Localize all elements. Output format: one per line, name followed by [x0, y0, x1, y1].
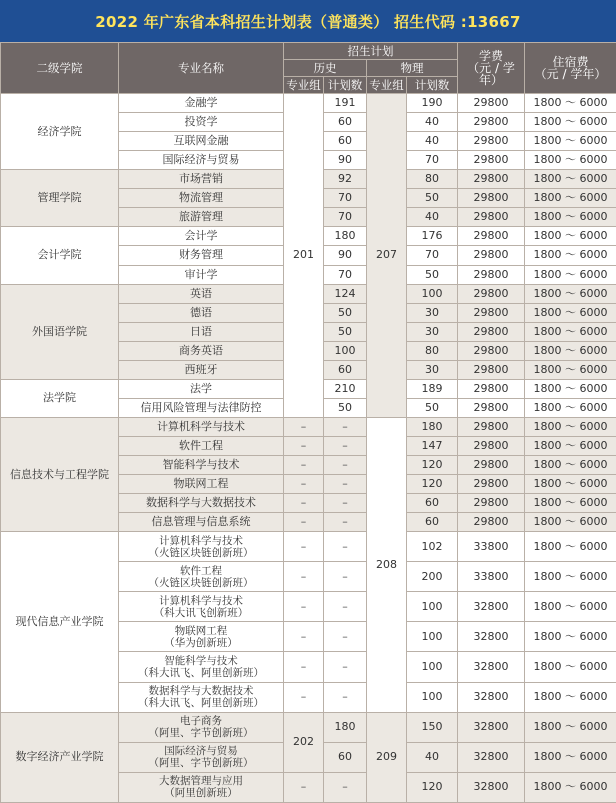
college-cell: 管理学院 — [1, 170, 119, 227]
history-group-cell: – — [284, 455, 324, 474]
college-cell: 现代信息产业学院 — [1, 532, 119, 712]
physics-count-cell: 50 — [407, 189, 458, 208]
physics-count-cell: 80 — [407, 170, 458, 189]
history-count-cell: 60 — [324, 132, 367, 151]
major-cell: 互联网金融 — [119, 132, 284, 151]
major-cell: 数据科学与大数据技术 — [119, 494, 284, 513]
tuition-cell: 29800 — [458, 113, 525, 132]
history-count-cell: – — [324, 682, 367, 712]
dorm-fee-cell: 1800 ～ 6000 — [525, 712, 616, 742]
tuition-header: 学费 （元 / 学年） — [458, 43, 525, 94]
history-count-cell: – — [324, 532, 367, 562]
major-cell: 智能科学与技术 — [119, 455, 284, 474]
history-group-cell: – — [284, 592, 324, 622]
major-class-note: （火链区块链创新班） — [148, 576, 254, 589]
physics-count-cell: 70 — [407, 246, 458, 265]
history-group-cell: – — [284, 494, 324, 513]
tuition-cell: 29800 — [458, 227, 525, 246]
header-row — [1, 43, 616, 60]
physics-count-cell: 180 — [407, 417, 458, 436]
physics-count-cell: 189 — [407, 379, 458, 398]
table-row — [1, 417, 616, 436]
dorm-fee-cell: 1800 ～ 6000 — [525, 189, 616, 208]
major-name: 电子商务 — [180, 715, 222, 728]
history-count-cell: 180 — [324, 712, 367, 742]
physics-count-cell: 30 — [407, 303, 458, 322]
tuition-cell: 29800 — [458, 341, 525, 360]
history-count-cell: – — [324, 513, 367, 532]
history-count-cell: 60 — [324, 113, 367, 132]
physics-count-cell: 190 — [407, 94, 458, 113]
dorm-fee-cell: 1800 ～ 6000 — [525, 532, 616, 562]
physics-count-cell: 100 — [407, 622, 458, 652]
major-class-note: （阿里、字节创新班） — [148, 727, 254, 740]
history-count-cell: – — [324, 652, 367, 682]
physics-count-cell: 40 — [407, 132, 458, 151]
college-cell: 信息技术与工程学院 — [1, 417, 119, 531]
tuition-cell: 33800 — [458, 532, 525, 562]
major-cell: 物流管理 — [119, 189, 284, 208]
history-group-cell: – — [284, 417, 324, 436]
major-cell — [119, 772, 284, 802]
history-count-cell: 70 — [324, 265, 367, 284]
major-cell: 物联网工程 — [119, 475, 284, 494]
dorm-fee-cell: 1800 ～ 6000 — [525, 652, 616, 682]
dorm-fee-cell: 1800 ～ 6000 — [525, 303, 616, 322]
major-cell: 财务管理 — [119, 246, 284, 265]
major-name: 国际经济与贸易 — [164, 745, 238, 758]
physics-count-cell: 102 — [407, 532, 458, 562]
tuition-cell: 29800 — [458, 379, 525, 398]
major-cell: 投资学 — [119, 113, 284, 132]
major-cell: 软件工程 — [119, 436, 284, 455]
major-cell — [119, 562, 284, 592]
history-count-cell: – — [324, 622, 367, 652]
major-cell: 计算机科学与技术 — [119, 417, 284, 436]
dorm-fee-cell: 1800 ～ 6000 — [525, 562, 616, 592]
major-cell: 旅游管理 — [119, 208, 284, 227]
dorm-fee-cell: 1800 ～ 6000 — [525, 772, 616, 802]
college-cell: 数字经济产业学院 — [1, 712, 119, 802]
tuition-cell: 32800 — [458, 592, 525, 622]
physics-count-cell: 50 — [407, 398, 458, 417]
physics-count-cell: 147 — [407, 436, 458, 455]
history-group-cell: – — [284, 682, 324, 712]
enrollment-plan-table — [0, 42, 616, 803]
dorm-fee-cell: 1800 ～ 6000 — [525, 246, 616, 265]
tuition-cell: 29800 — [458, 265, 525, 284]
major-cell — [119, 592, 284, 622]
tuition-cell: 29800 — [458, 208, 525, 227]
dorm-fee-cell: 1800 ～ 6000 — [525, 170, 616, 189]
history-count-cell: – — [324, 494, 367, 513]
dorm-fee-cell: 1800 ～ 6000 — [525, 622, 616, 652]
history-group-cell: – — [284, 532, 324, 562]
history-group-cell: – — [284, 772, 324, 802]
dorm-fee-cell: 1800 ～ 6000 — [525, 322, 616, 341]
physics-count-cell: 100 — [407, 652, 458, 682]
physics-count-cell: 120 — [407, 455, 458, 474]
major-cell: 英语 — [119, 284, 284, 303]
major-cell — [119, 622, 284, 652]
major-name: 计算机科学与技术 — [159, 534, 243, 547]
dorm-fee-cell: 1800 ～ 6000 — [525, 113, 616, 132]
plan-header: 招生计划 — [284, 43, 458, 60]
major-name: 软件工程 — [180, 564, 222, 577]
history-count-header: 计划数 — [324, 77, 367, 94]
dorm-fee-cell: 1800 ～ 6000 — [525, 475, 616, 494]
dorm-fee-cell: 1800 ～ 6000 — [525, 151, 616, 170]
dorm-fee-cell: 1800 ～ 6000 — [525, 265, 616, 284]
tuition-cell: 29800 — [458, 360, 525, 379]
tuition-cell: 32800 — [458, 712, 525, 742]
tuition-cell: 29800 — [458, 398, 525, 417]
major-cell — [119, 712, 284, 742]
major-cell: 会计学 — [119, 227, 284, 246]
college-cell: 经济学院 — [1, 94, 119, 170]
history-count-cell: – — [324, 475, 367, 494]
major-cell: 日语 — [119, 322, 284, 341]
history-group-cell: – — [284, 652, 324, 682]
history-count-cell: 100 — [324, 341, 367, 360]
table-row — [1, 94, 616, 113]
dorm-fee-cell: 1800 ～ 6000 — [525, 398, 616, 417]
history-count-cell: 124 — [324, 284, 367, 303]
history-group-cell: 202 — [284, 712, 324, 772]
physics-count-header: 计划数 — [407, 77, 458, 94]
college-header: 二级学院 — [1, 43, 119, 94]
major-name: 智能科学与技术 — [164, 655, 238, 668]
major-cell — [119, 652, 284, 682]
physics-group-cell: 209 — [367, 712, 407, 802]
physics-count-cell: 60 — [407, 494, 458, 513]
table-row — [1, 532, 616, 562]
physics-count-cell: 150 — [407, 712, 458, 742]
physics-count-cell: 80 — [407, 341, 458, 360]
dorm-header: 住宿费 （元 / 学年） — [525, 43, 616, 94]
dorm-fee-cell: 1800 ～ 6000 — [525, 360, 616, 379]
physics-count-cell: 70 — [407, 151, 458, 170]
tuition-cell: 29800 — [458, 455, 525, 474]
dorm-fee-cell: 1800 ～ 6000 — [525, 94, 616, 113]
physics-count-cell: 120 — [407, 475, 458, 494]
tuition-cell: 29800 — [458, 475, 525, 494]
history-count-cell: 210 — [324, 379, 367, 398]
dorm-fee-cell: 1800 ～ 6000 — [525, 132, 616, 151]
major-class-note: （华为创新班） — [164, 636, 238, 649]
physics-count-cell: 200 — [407, 562, 458, 592]
major-name: 大数据管理与应用 — [159, 775, 243, 788]
tuition-cell: 29800 — [458, 494, 525, 513]
dorm-fee-cell: 1800 ～ 6000 — [525, 208, 616, 227]
tuition-cell: 29800 — [458, 284, 525, 303]
physics-count-cell: 40 — [407, 742, 458, 772]
tuition-cell: 33800 — [458, 562, 525, 592]
tuition-cell: 32800 — [458, 742, 525, 772]
tuition-cell: 29800 — [458, 94, 525, 113]
physics-count-cell: 100 — [407, 592, 458, 622]
history-group-header: 专业组 — [284, 77, 324, 94]
tuition-cell: 29800 — [458, 170, 525, 189]
major-cell: 西班牙 — [119, 360, 284, 379]
history-group-cell: 201 — [284, 94, 324, 418]
history-count-cell: 90 — [324, 246, 367, 265]
dorm-fee-cell: 1800 ～ 6000 — [525, 592, 616, 622]
major-cell: 德语 — [119, 303, 284, 322]
dorm-fee-cell: 1800 ～ 6000 — [525, 494, 616, 513]
dorm-fee-cell: 1800 ～ 6000 — [525, 455, 616, 474]
history-count-cell: 180 — [324, 227, 367, 246]
major-cell: 商务英语 — [119, 341, 284, 360]
major-cell: 信息管理与信息系统 — [119, 513, 284, 532]
history-count-cell: 50 — [324, 398, 367, 417]
major-cell — [119, 682, 284, 712]
history-count-cell: 70 — [324, 189, 367, 208]
history-group-cell: – — [284, 513, 324, 532]
dorm-fee-cell: 1800 ～ 6000 — [525, 742, 616, 772]
major-class-note: （火链区块链创新班） — [148, 546, 254, 559]
physics-count-cell: 100 — [407, 682, 458, 712]
dorm-fee-cell: 1800 ～ 6000 — [525, 341, 616, 360]
table-row — [1, 712, 616, 742]
major-class-note: （科大讯飞、阿里创新班） — [138, 697, 264, 710]
major-class-note: （阿里创新班） — [164, 787, 238, 800]
history-count-cell: 70 — [324, 208, 367, 227]
history-group-cell: – — [284, 622, 324, 652]
major-name: 物联网工程 — [174, 624, 228, 637]
major-class-note: （科大讯飞创新班） — [153, 606, 249, 619]
major-cell: 审计学 — [119, 265, 284, 284]
history-group-cell: – — [284, 436, 324, 455]
tuition-cell: 29800 — [458, 246, 525, 265]
physics-count-cell: 50 — [407, 265, 458, 284]
major-cell: 市场营销 — [119, 170, 284, 189]
physics-group-cell: 208 — [367, 417, 407, 712]
history-group-cell: – — [284, 475, 324, 494]
college-cell: 法学院 — [1, 379, 119, 417]
physics-group-cell: 207 — [367, 94, 407, 418]
history-count-cell: – — [324, 455, 367, 474]
tuition-cell: 32800 — [458, 622, 525, 652]
dorm-fee-cell: 1800 ～ 6000 — [525, 284, 616, 303]
major-cell: 信用风险管理与法律防控 — [119, 398, 284, 417]
major-name: 数据科学与大数据技术 — [148, 685, 254, 698]
physics-count-cell: 30 — [407, 322, 458, 341]
history-group-cell: – — [284, 562, 324, 592]
major-class-note: （科大讯飞、阿里创新班） — [138, 667, 264, 680]
tuition-cell: 29800 — [458, 417, 525, 436]
history-count-cell: – — [324, 772, 367, 802]
history-count-cell: 191 — [324, 94, 367, 113]
tuition-cell: 29800 — [458, 151, 525, 170]
history-count-cell: – — [324, 562, 367, 592]
tuition-cell: 29800 — [458, 132, 525, 151]
tuition-cell: 29800 — [458, 189, 525, 208]
tuition-cell: 32800 — [458, 682, 525, 712]
history-header: 历史 — [284, 60, 367, 77]
dorm-fee-cell: 1800 ～ 6000 — [525, 417, 616, 436]
tuition-cell: 32800 — [458, 772, 525, 802]
dorm-fee-cell: 1800 ～ 6000 — [525, 227, 616, 246]
major-cell: 金融学 — [119, 94, 284, 113]
physics-count-cell: 40 — [407, 113, 458, 132]
physics-count-cell: 100 — [407, 284, 458, 303]
major-cell — [119, 532, 284, 562]
physics-count-cell: 120 — [407, 772, 458, 802]
tuition-cell: 29800 — [458, 513, 525, 532]
dorm-fee-cell: 1800 ～ 6000 — [525, 682, 616, 712]
major-name: 计算机科学与技术 — [159, 594, 243, 607]
history-count-cell: 90 — [324, 151, 367, 170]
history-count-cell: 50 — [324, 303, 367, 322]
physics-count-cell: 40 — [407, 208, 458, 227]
tuition-cell: 32800 — [458, 652, 525, 682]
history-count-cell: – — [324, 436, 367, 455]
physics-count-cell: 30 — [407, 360, 458, 379]
physics-header: 物理 — [367, 60, 458, 77]
page-title: 2022 年广东省本科招生计划表（普通类） 招生代码 :13667 — [0, 0, 616, 42]
tuition-cell: 29800 — [458, 322, 525, 341]
major-cell: 法学 — [119, 379, 284, 398]
college-cell: 外国语学院 — [1, 284, 119, 379]
physics-count-cell: 176 — [407, 227, 458, 246]
history-count-cell: 92 — [324, 170, 367, 189]
history-count-cell: 60 — [324, 742, 367, 772]
major-header: 专业名称 — [119, 43, 284, 94]
major-cell: 国际经济与贸易 — [119, 151, 284, 170]
college-cell: 会计学院 — [1, 227, 119, 284]
physics-count-cell: 60 — [407, 513, 458, 532]
history-count-cell: – — [324, 417, 367, 436]
tuition-cell: 29800 — [458, 436, 525, 455]
dorm-fee-cell: 1800 ～ 6000 — [525, 436, 616, 455]
dorm-fee-cell: 1800 ～ 6000 — [525, 379, 616, 398]
history-count-cell: 50 — [324, 322, 367, 341]
major-cell — [119, 742, 284, 772]
history-count-cell: – — [324, 592, 367, 622]
major-class-note: （阿里、字节创新班） — [148, 757, 254, 770]
physics-group-header: 专业组 — [367, 77, 407, 94]
history-count-cell: 60 — [324, 360, 367, 379]
tuition-cell: 29800 — [458, 303, 525, 322]
dorm-fee-cell: 1800 ～ 6000 — [525, 513, 616, 532]
